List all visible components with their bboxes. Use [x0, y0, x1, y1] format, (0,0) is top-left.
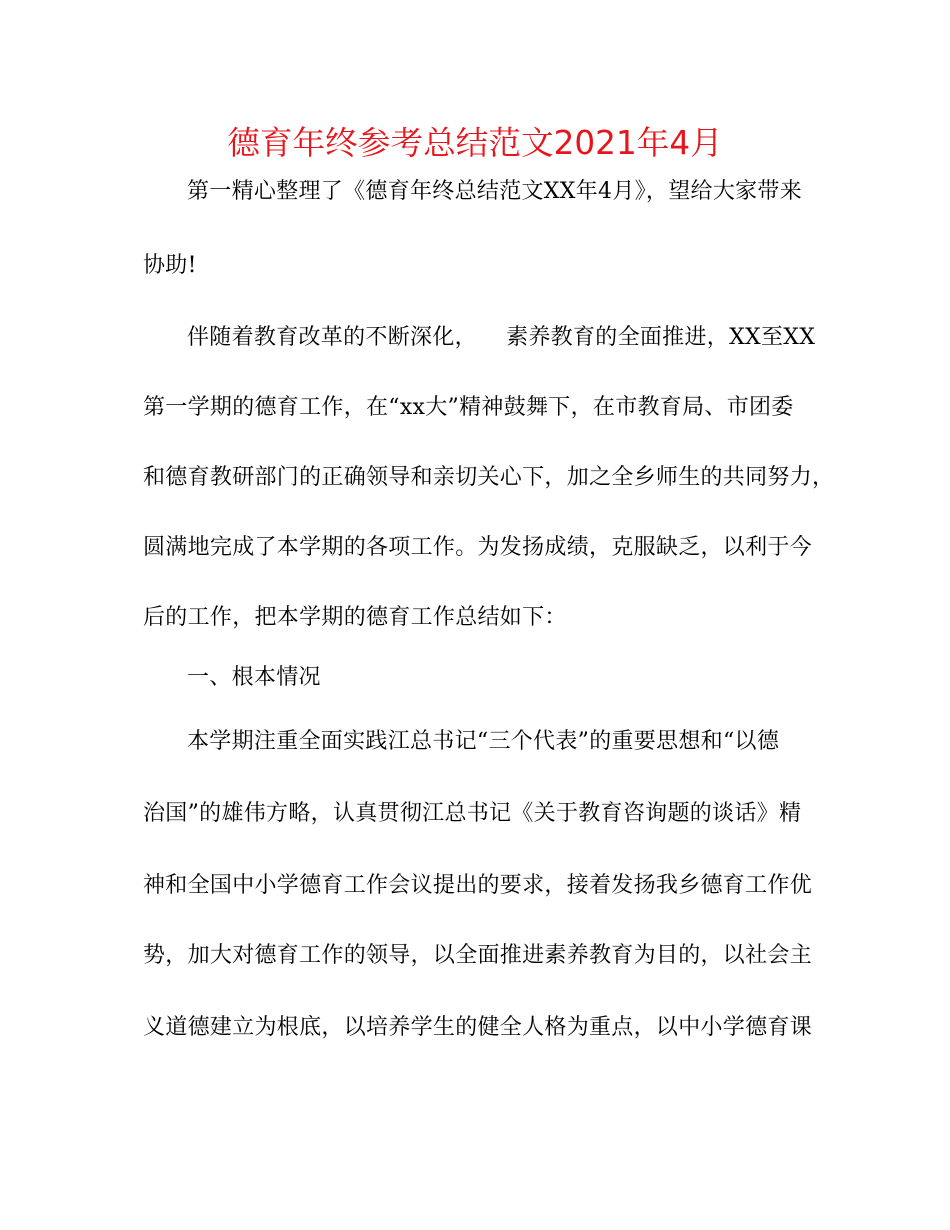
text-line: 伴随着教育改革的不断深化， 素养教育的全面推进，XX至XX — [187, 325, 816, 350]
text-line: 协助! — [143, 253, 197, 278]
document-title: 德育年终参考总结范文2021年4月 — [227, 124, 723, 162]
text-line: 和德育教研部门的正确领导和亲切关心下，加之全乡师生的共同努力， — [143, 465, 835, 490]
text-line: 第一精心整理了《德育年终总结范文XX年4月》，望给大家带来 — [187, 179, 803, 204]
text-line: 治国”的雄伟方略，认真贯彻江总书记《关于教育咨询题的谈话》精 — [143, 801, 802, 826]
section-heading: 一、根本情况 — [187, 665, 321, 690]
text-line: 义道德建立为根底，以培养学生的健全人格为重点，以中小学德育课 — [143, 1015, 813, 1040]
text-line: 势，加大对德育工作的领导，以全面推进素养教育为目的，以社会主 — [143, 943, 813, 968]
text-line: 本学期注重全面实践江总书记“三个代表”的重要思想和“以德 — [187, 729, 780, 754]
text-line: 圆满地完成了本学期的各项工作。为发扬成绩，克服缺乏，以利于今 — [143, 535, 813, 560]
text-line: 后的工作，把本学期的德育工作总结如下： — [143, 605, 567, 630]
text-line: 第一学期的德育工作，在“xx大”精神鼓舞下，在市教育局、市团委 — [143, 395, 794, 420]
text-line: 神和全国中小学德育工作会议提出的要求，接着发扬我乡德育工作优 — [143, 873, 813, 898]
